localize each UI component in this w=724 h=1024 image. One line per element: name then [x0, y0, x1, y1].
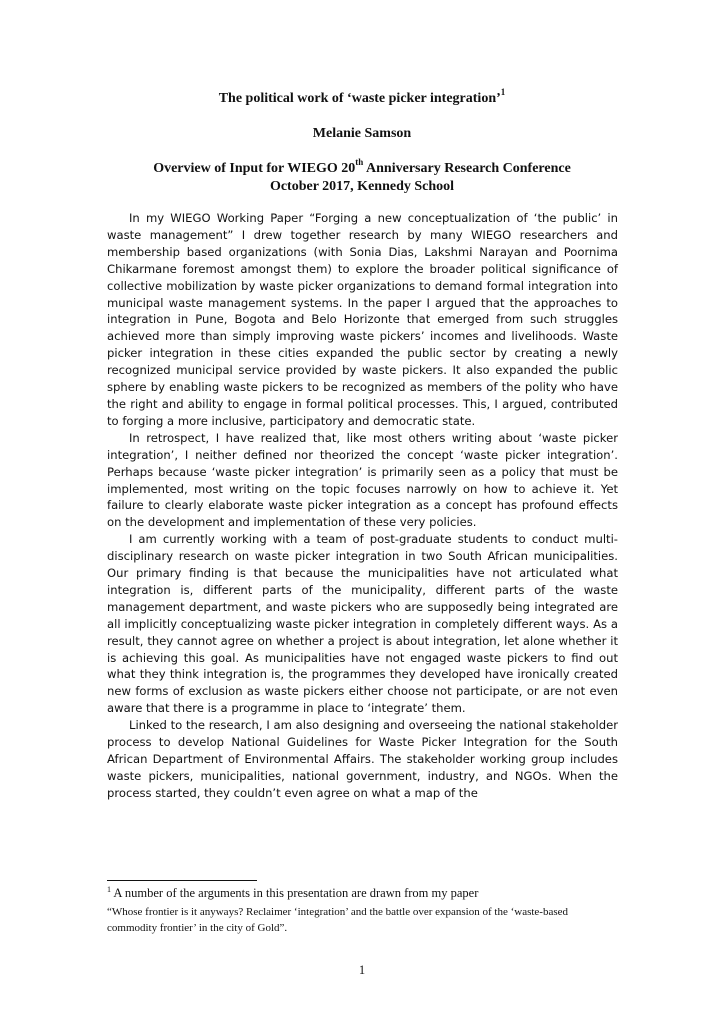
document-title: [0, 87, 724, 108]
overview-ordinal: th: [355, 157, 364, 168]
paragraph: In my WIEGO Working Paper “Forging a new conceptualization of ‘the public’ in waste management” I drew together research by many WIEGO researchers and membership based organizations (with Sonia Dias, Lakshmi Narayan and Poornima Chikarmane foremost amongst them) to explore the broader political significance of collective mobilization by waste picker organizations to demand formal integration into municipal waste management systems. In the paper I argued that the approaches to integration in Pune, Bogota and Belo Horizonte that emerged from such struggles achieved more than simply improving waste pickers’ incomes and livelihoods. Waste picker integration in these cities expanded the public sector by creating a newly recognized municipal service provided by waste pickers. It also expanded the public sphere by enabling waste pickers to be recognized as members of the polity who have the right and ability to engage in formal political processes. This, I argued, contributed to forging a more inclusive, participatory and democratic state.: [107, 211, 618, 428]
footnote-mark: 1: [107, 884, 111, 894]
title-footnote-mark: 1: [500, 87, 506, 98]
overview-line-2: October 2017, Kennedy School: [269, 179, 455, 194]
paragraph: In retrospect, I have realized that, like most others writing about ‘waste picker integration’, I neither defined nor theorized the concept ‘waste picker integration’. Perhaps because ‘waste picker integration’ is primarily seen as a policy that must be implemented, most writing on the topic focuses narrowly on how to achieve it. Yet failure to clearly elaborate waste picker integration as a concept has profound effects on the development and implementation of these very policies.: [107, 430, 618, 530]
body-text: [107, 210, 618, 802]
paragraph: Linked to the research, I am also designing and overseeing the national stakeholder process to develop National Guidelines for Waste Picker Integration for the South African Department of Environmental Affairs. The stakeholder working group includes waste pickers, municipalities, national government, industry, and NGOs. When the process started, they couldn’t even agree on what a map of the: [107, 718, 618, 800]
paragraph: I am currently working with a team of post-graduate students to conduct multi-disciplinary research on waste picker integration in two South African municipalities. Our primary finding is that because the municipalities have not articulated what integration is, different parts of the municipality, different parts of the waste management department, and waste pickers who are supposedly being integrated are all implicitly conceptualizing waste picker integration in completely different ways. As a result, they cannot agree on whether a project is about integration, let alone whether it is achieving this goal. As municipalities have not engaged waste pickers to find out what they think integration is, the programmes they developed have ironically created new forms of exclusion as waste pickers either choose not participate, or are not even aware that there is a programme in place to ‘integrate’ them.: [107, 532, 618, 716]
page-number: 1: [358, 963, 366, 977]
footnote-divider: [107, 880, 257, 881]
footnote-text-1: A number of the arguments in this presentation are drawn from my paper: [111, 886, 479, 900]
title-text: The political work of ‘waste picker integration’: [218, 91, 501, 106]
overview-pre: Overview of Input for WIEGO 20: [153, 161, 356, 176]
author-name: Melanie Samson: [312, 126, 412, 141]
overview-line-1: [0, 157, 724, 178]
overview-post: Anniversary Research Conference: [363, 161, 571, 176]
footnote-line-2: “Whose frontier is it anyways? Reclaimer ‘integration’ and the battle over expansion of the ‘waste-based commodity frontier’ in the city of Gold”.: [107, 906, 569, 934]
footnote-line-1: [107, 885, 618, 901]
